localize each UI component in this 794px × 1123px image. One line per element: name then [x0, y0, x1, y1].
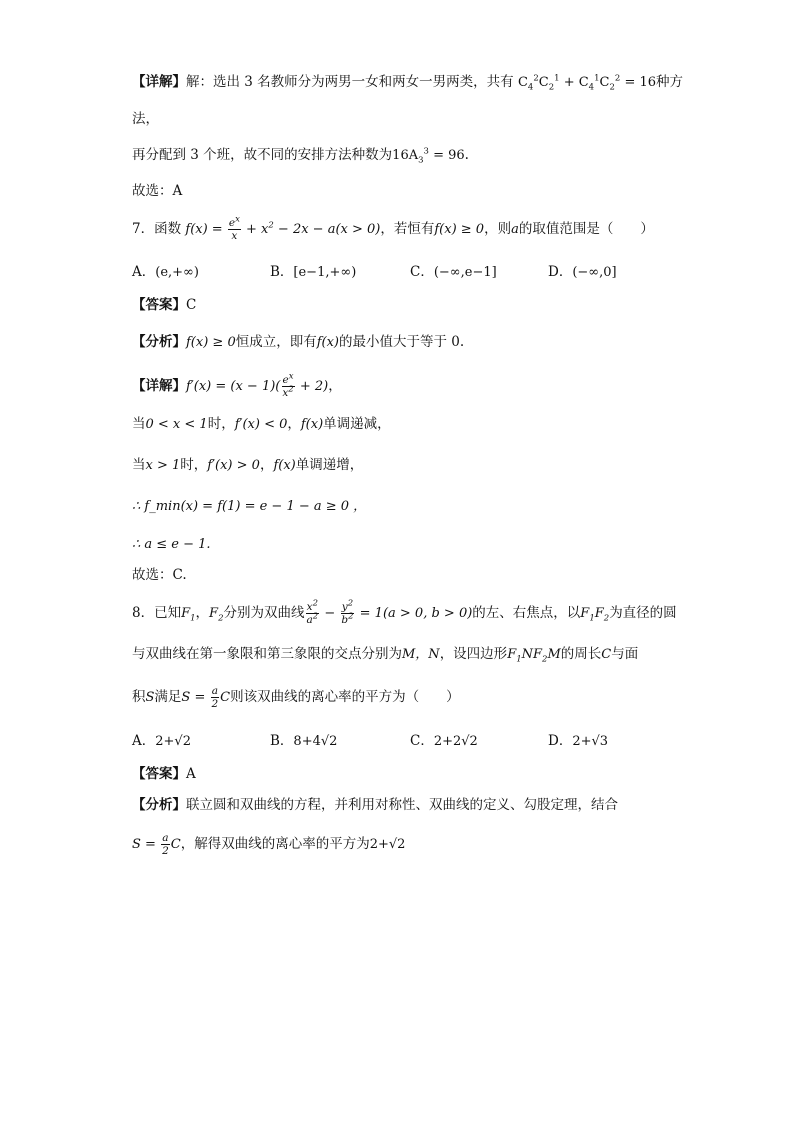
q8-f2: $F_2$	[209, 606, 224, 624]
q7-analysis-text: 恒成立，即有	[235, 334, 317, 350]
q8-perimeter-c: C	[601, 647, 612, 662]
q6-combination-formula: $C_4^2C_2^1 + C_4^1C_2^2 = 16$	[517, 73, 657, 93]
q7-detail-conclusion	[132, 535, 211, 554]
q8-area-formula: S = $\frac{a}{2}$ C	[181, 685, 231, 710]
q7-detail-minimum	[132, 497, 366, 516]
q6-detail-line3-text: 再分配到 3 个班，故不同的安排方法种数为	[132, 147, 393, 163]
q8-stem-line-2: 与双曲线在第一象限和第三象限的交点分别为M，N，设四边形$F_1NF_2M$的周长C与面	[132, 646, 639, 665]
q8-analysis-line-2	[132, 832, 405, 857]
q8-analysis-text: 联立圆和双曲线的方程，并利用对称性、双曲线的定义、勾股定理，结合	[186, 797, 618, 813]
q7-derivative-negative: f′(x) < 0	[234, 417, 288, 432]
q7-option-b: B．[e−1,+∞)	[270, 264, 357, 280]
q7-fx-label: f(x)	[300, 417, 324, 432]
q7-answer	[132, 296, 196, 314]
q8-f1f2: $F_1F_2$	[580, 606, 610, 624]
q8-option-c: C．2+2√2	[410, 733, 478, 749]
q7-function-formula: f(x) = $\frac{e^x}{x}$ + $x^2 - 2x - a(x > 0)$	[185, 214, 381, 242]
detail-tag: 【详解】	[132, 74, 186, 90]
q7-detail-decreasing: 当0 < x < 1时，f′(x) < 0，f(x)单调递减，	[132, 416, 391, 432]
detail-tag: 【详解】	[132, 378, 186, 394]
q8-area-s: S	[145, 690, 155, 705]
q7-option-d: D．(−∞,0]	[548, 264, 617, 280]
q7-detail-derivative: 【详解】f′(x) = (x − 1)( $\frac{e^x}{x^2}$ + 2)，	[132, 371, 342, 399]
q8-f1: $F_1$	[181, 606, 196, 624]
q7-condition-formula: f(x) ≥ 0	[434, 222, 485, 237]
q8-answer-value: A	[186, 766, 196, 782]
q7-choice: 故选：C.	[132, 567, 187, 583]
q8-answer	[132, 765, 196, 783]
q8-points-mn: M，N	[402, 647, 440, 662]
q6-detail-text-end: 种方	[656, 74, 684, 90]
q7-option-c: C．(−∞,e−1]	[410, 264, 497, 280]
q6-detail-text: 解：选出 3 名教师分为两男一女和两女一男两类，共有	[186, 74, 514, 90]
q7-analysis-text-end: 的最小值大于等于 0.	[339, 334, 465, 350]
q6-arrangement-formula: $16A_3^3 = 96$	[392, 146, 465, 166]
q7-stem-then: ，则	[484, 221, 512, 237]
answer-tag: 【答案】	[132, 297, 186, 313]
q6-detail-line-3	[132, 146, 469, 165]
analysis-tag: 【分析】	[132, 797, 186, 813]
q7-minimum-formula: ∴ f_min(x) = f(1) = e − 1 − a ≥ 0 ，	[132, 499, 367, 514]
q7-interval-decreasing: 0 < x < 1	[145, 417, 208, 432]
q7-conclusion-formula: ∴ a ≤ e − 1.	[132, 537, 211, 552]
q7-stem-prefix: 7．函数	[132, 221, 182, 237]
q6-detail-line	[132, 73, 683, 92]
q8-option-a: A．2+√2	[132, 733, 191, 749]
analysis-tag: 【分析】	[132, 334, 186, 350]
q8-analysis-text-2: ，解得双曲线的离心率的平方为	[180, 836, 370, 852]
q7-analysis-fx: f(x)	[316, 335, 340, 350]
q6-detail-line3-period: .	[464, 147, 469, 163]
q7-analysis-formula: f(x) ≥ 0	[186, 335, 236, 350]
q7-stem-mid: ，若恒有	[380, 221, 435, 237]
q7-interval-increasing: x > 1	[145, 458, 181, 473]
q7-stem	[132, 214, 654, 242]
q6-choice: 故选：A	[132, 183, 183, 199]
q7-variable-a: a	[511, 222, 519, 237]
q6-detail-line-2: 法，	[132, 111, 159, 127]
q8-hyperbola-formula: $\frac{x^2}{a^2}$ − $\frac{y^2}{b^2}$ = 1(a > 0, b > 0)	[306, 598, 473, 626]
q7-fx-label: f(x)	[273, 458, 296, 473]
q8-analysis-result: 2+√2	[369, 837, 406, 852]
q8-quadrilateral: $F_1NF_2M$	[507, 647, 561, 665]
q8-analysis-area-formula: S = $\frac{a}{2}$ C	[132, 832, 181, 857]
q7-derivative-formula: f′(x) = (x − 1)( $\frac{e^x}{x^2}$ + 2)	[186, 371, 329, 399]
q8-stem-line-1: 8．已知$F_1$，$F_2$分别为双曲线 $\frac{x^2}{a^2}$ − $\frac{y^2}{b^2}$ = 1(a > 0, b > 0)的左、右焦点，以$F_1F_2$为直径的圆	[132, 598, 677, 626]
q8-stem-line-3: 积S满足S = $\frac{a}{2}$ C则该双曲线的离心率的平方为（ ）	[132, 685, 460, 710]
q7-detail-increasing: 当x > 1时，f′(x) > 0，f(x)单调递增，	[132, 457, 364, 473]
q7-stem-question: 的取值范围是（ ）	[518, 221, 654, 237]
q8-analysis-line-1	[132, 796, 618, 814]
answer-tag: 【答案】	[132, 766, 186, 782]
q7-derivative-positive: f′(x) > 0	[207, 458, 260, 473]
q7-option-a: A．(e,+∞)	[132, 264, 199, 280]
q8-option-d: D．2+√3	[548, 733, 609, 749]
q7-analysis	[132, 333, 464, 352]
q8-option-b: B．8+4√2	[270, 733, 338, 749]
q7-answer-value: C	[186, 297, 197, 313]
